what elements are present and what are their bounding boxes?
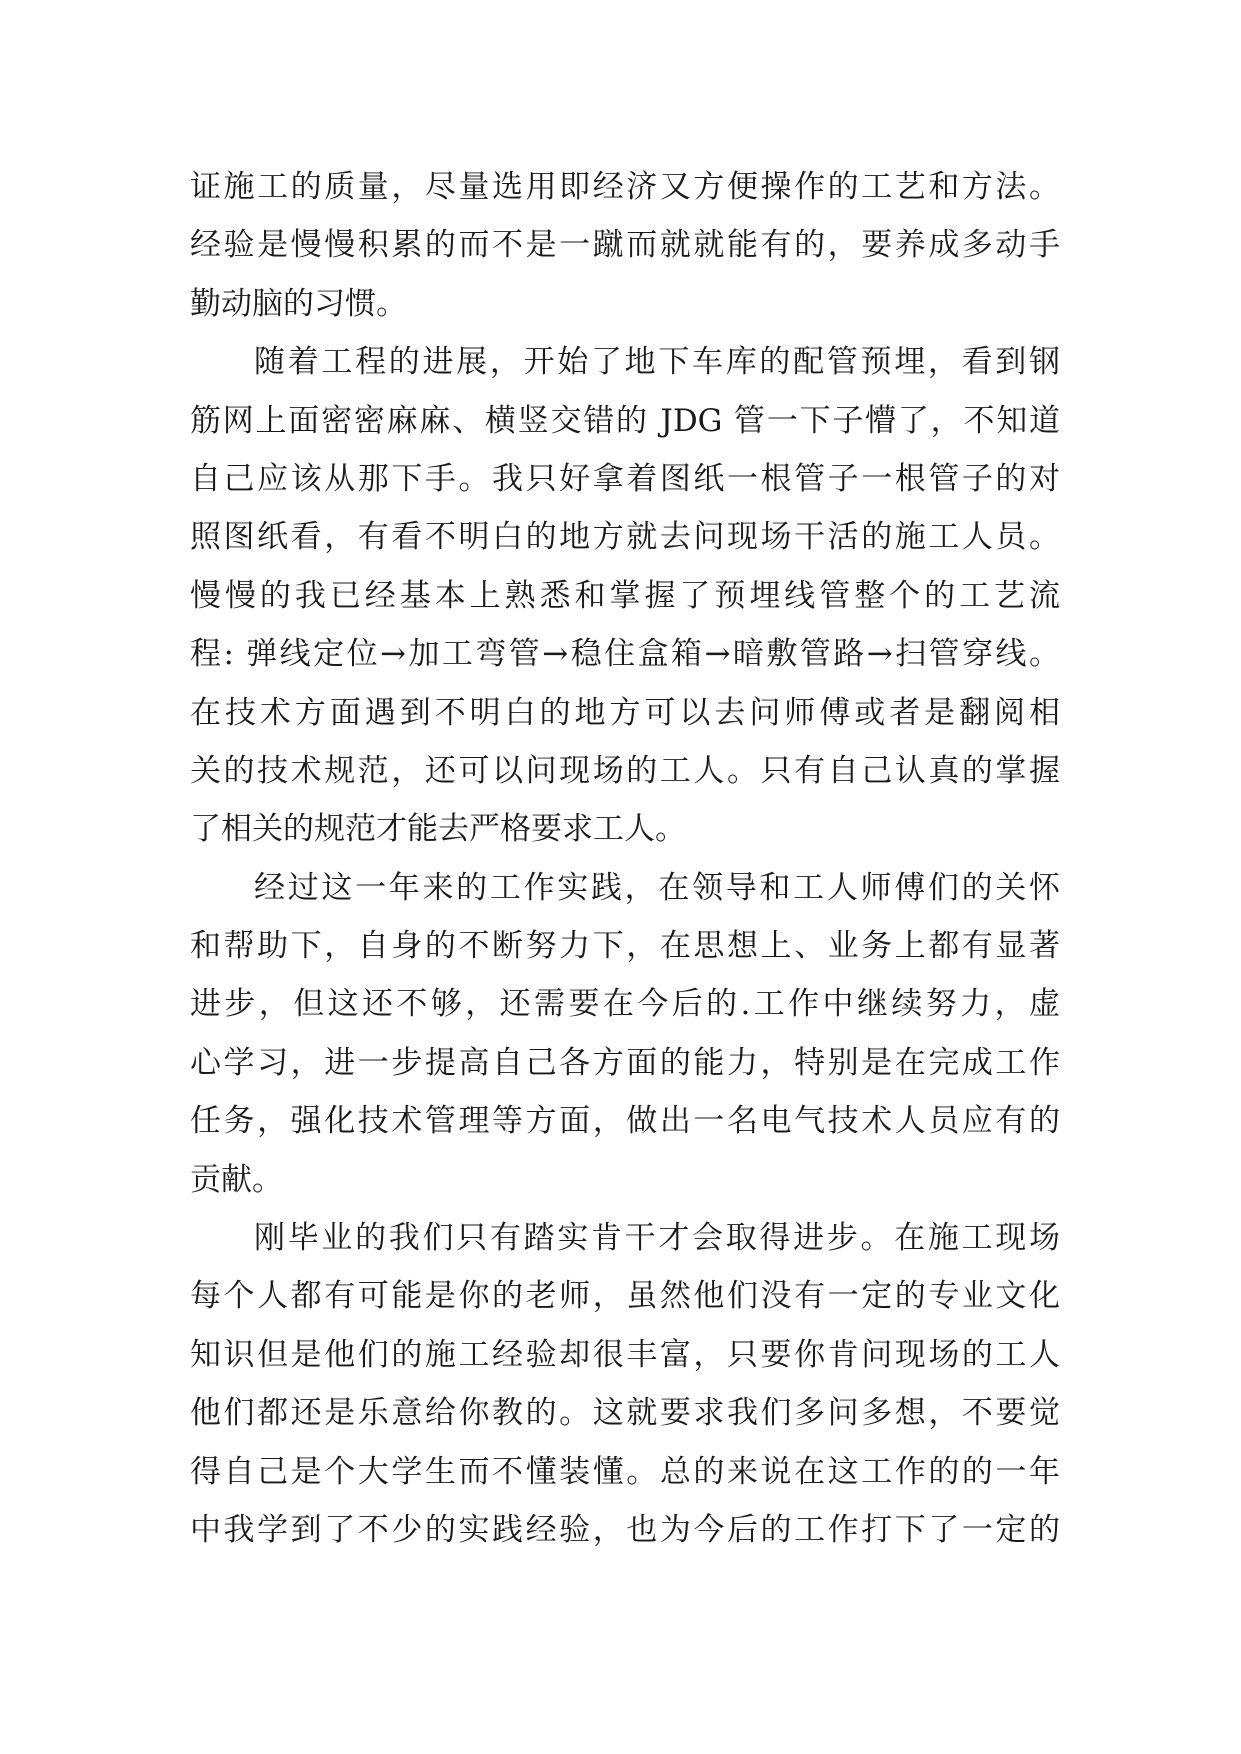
text-line: 和帮助下，自身的不断努力下，在思想上、业务上都有显著 [190,928,1060,965]
text-line: 证施工的质量，尽量选用即经济又方便操作的工艺和方法。 [190,169,1060,205]
text-line: 随着工程的进展，开始了地下车库的配管预埋，看到钢 [254,344,1060,381]
text-line: 知识但是他们的施工经验却很丰富，只要你肯问现场的工人 [190,1336,1060,1373]
text-line: 中我学到了不少的实践经验，也为今后的工作打下了一定的 [190,1511,1060,1548]
text-line: 得自己是个大学生而不懂装懂。总的来说在这工作的的一年 [190,1453,1060,1490]
text-line: 勤动脑的习惯。 [190,285,407,322]
text-line: 筋网上面密密麻麻、横竖交错的 JDG 管一下子懵了，不知道 [190,402,1060,439]
text-line: 贡献。 [190,1161,283,1198]
body-text [190,158,1060,1559]
text-line: 照图纸看，有看不明白的地方就去问现场干活的施工人员。 [190,519,1060,556]
text-line: 任务，强化技术管理等方面，做出一名电气技术人员应有的 [190,1103,1060,1140]
text-line: 经过这一年来的工作实践，在领导和工人师傅们的关怀 [254,869,1060,906]
text-line: 了相关的规范才能去严格要求工人。 [190,811,686,848]
text-line: 程: 弹线定位→加工弯管→稳住盒箱→暗敷管路→扫管穿线。 [190,636,1060,673]
text-line: 经验是慢慢积累的而不是一蹴而就就能有的，要养成多动手 [190,227,1060,264]
text-line: 慢慢的我已经基本上熟悉和掌握了预埋线管整个的工艺流 [190,577,1060,614]
text-line: 进步，但这还不够，还需要在今后的.工作中继续努力，虚 [190,986,1060,1023]
text-line: 在技术方面遇到不明白的地方可以去问师傅或者是翻阅相 [190,694,1060,731]
text-line: 自己应该从那下手。我只好拿着图纸一根管子一根管子的对 [190,460,1060,497]
text-line: 他们都还是乐意给你教的。这就要求我们多问多想，不要觉 [190,1395,1060,1432]
text-line: 刚毕业的我们只有踏实肯干才会取得进步。在施工现场 [254,1220,1060,1257]
text-line: 关的技术规范，还可以问现场的工人。只有自己认真的掌握 [190,752,1060,789]
text-line: 每个人都有可能是你的老师，虽然他们没有一定的专业文化 [190,1278,1060,1315]
text-line: 心学习，进一步提高自己各方面的能力，特别是在完成工作 [190,1044,1060,1081]
